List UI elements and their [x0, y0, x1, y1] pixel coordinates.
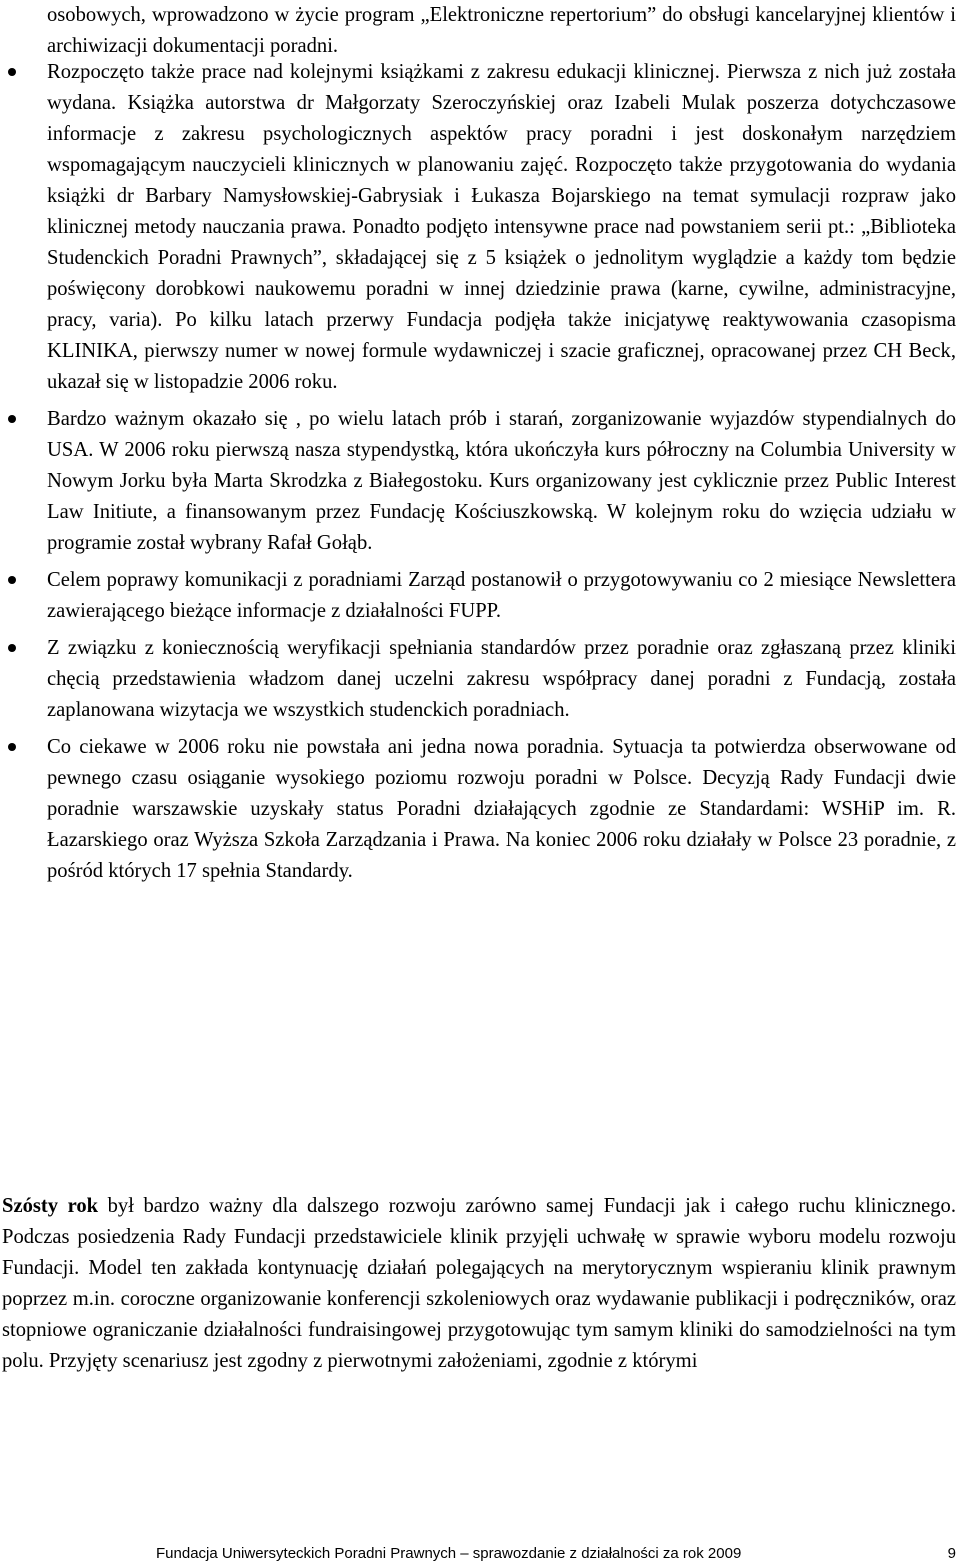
bullet-text: Rozpoczęto także prace nad kolejnymi książkami z zakresu edukacji klinicznej. Pierwsza z nich już została wydana. Książka autorstwa dr Małgorzaty Szeroczyńskiej oraz Izabeli Mulak poszerza dotychczasowe informacje z zakresu psychologicznych aspektów pracy poradni i jest doskonałym narzędziem wspomagającym nauczycieli klinicznych w planowaniu zajęć. Rozpoczęto także przygotowania do wydania książki dr Barbary Namysłowskiej-Gabrysiak i Łukasza Bojarskiego na temat symulacji rozpraw jako klinicznej metody nauczania prawa. Ponadto podjęto intensywne prace nad powstaniem serii pt.: „Biblioteka Studenckich Poradni Prawnych”, składającej się z 5 książek o jednolitym wyglądzie a każdy tom będzie poświęcony dorobkowi naukowemu poradni w innej dziedzinie prawa (karne, cywilne, administracyjne, pracy, varia). Po kilku latach przerwy Fundacja podjęła także inicjatywę reaktywowania czasopisma KLINIKA, pierwszy numer w nowej formule wydawniczej i szacie graficznej, opracowanej przez CH Beck, ukazał się w listopadzie 2006 roku.: [47, 61, 956, 393]
page-footer: [156, 1544, 956, 1566]
bullet-text: Z związku z koniecznością weryfikacji spełniania standardów przez poradnie oraz zgłaszaną przez kliniki chęcią przedstawienia władzom danej uczelni zakresu współpracy danej poradni z Fundacją, została zaplanowana wizytacja we wszystkich studenckich poradniach.: [47, 637, 956, 721]
opening-paragraph: [47, 0, 956, 62]
bullet-text: Bardzo ważnym okazało się , po wielu latach prób i starań, zorganizowanie wyjazdów stypendialnych do USA. W 2006 roku pierwszą nasza stypendystką, która ukończyła kurs półroczny na Columbia University w Nowym Jorku była Marta Skrodzka z Białegostoku. Kurs organizowany jest cyklicznie przez Public Interest Law Initiute, a finansowanym przez Fundację Kościuszkowską. W kolejnym roku do wzięcia udziału w programie został wybrany Rafał Gołąb.: [47, 408, 956, 554]
list-item: [0, 57, 956, 398]
bullet-text: Celem poprawy komunikacji z poradniami Zarząd postanowił o przygotowywaniu co 2 miesiące Newslettera zawierającego bieżące informacje z działalności FUPP.: [47, 569, 956, 622]
bullet-dot-icon: [8, 68, 16, 76]
list-item: [0, 633, 956, 726]
bullet-dot-icon: [8, 644, 16, 652]
bullet-list: [0, 57, 956, 893]
opening-text: osobowych, wprowadzono w życie program „Elektroniczne repertorium” do obsługi kancelaryjnej klientów i archiwizacji dokumentacji poradni.: [47, 4, 956, 57]
list-item: [0, 732, 956, 887]
closing-paragraph: [2, 1191, 956, 1377]
list-item: [0, 565, 956, 627]
closing-text: był bardzo ważny dla dalszego rozwoju zarówno samej Fundacji jak i całego ruchu klinicznego. Podczas posiedzenia Rady Fundacji przedstawiciele klinik przyjęli uchwałę w sprawie wyboru modelu rozwoju Fundacji. Model ten zakłada kontynuację działań polegających na merytorycznym wspieraniu klinik prawnym poprzez m.in. coroczne organizowanie konferencji szkoleniowych oraz wydawanie publikacji i podręczników, oraz stopniowe ograniczanie działalności fundraisingowej przygotowując tym samym kliniki do samodzielności na tym polu. Przyjęty scenariusz jest zgodny z pierwotnymi założeniami, zgodnie z którymi: [2, 1195, 956, 1372]
bullet-dot-icon: [8, 415, 16, 423]
closing-lead: Szósty rok: [2, 1195, 99, 1217]
list-item: [0, 404, 956, 559]
footer-text: Fundacja Uniwersyteckich Poradni Prawnych – sprawozdanie z działalności za rok 2009: [156, 1545, 742, 1562]
bullet-dot-icon: [8, 743, 16, 751]
bullet-text: Co ciekawe w 2006 roku nie powstała ani jedna nowa poradnia. Sytuacja ta potwierdza obserwowane od pewnego czasu osiąganie wysokiego poziomu rozwoju poradni w Polsce. Decyzją Rady Fundacji dwie poradnie warszawskie uzyskały status Poradni działających zgodnie ze Standardami: WSHiP im. R. Łazarskiego oraz Wyższa Szkoła Zarządzania i Prawa. Na koniec 2006 roku działały w Polsce 23 poradnie, z pośród których 17 spełnia Standardy.: [47, 736, 956, 882]
page-number: 9: [947, 1545, 956, 1562]
bullet-dot-icon: [8, 576, 16, 584]
